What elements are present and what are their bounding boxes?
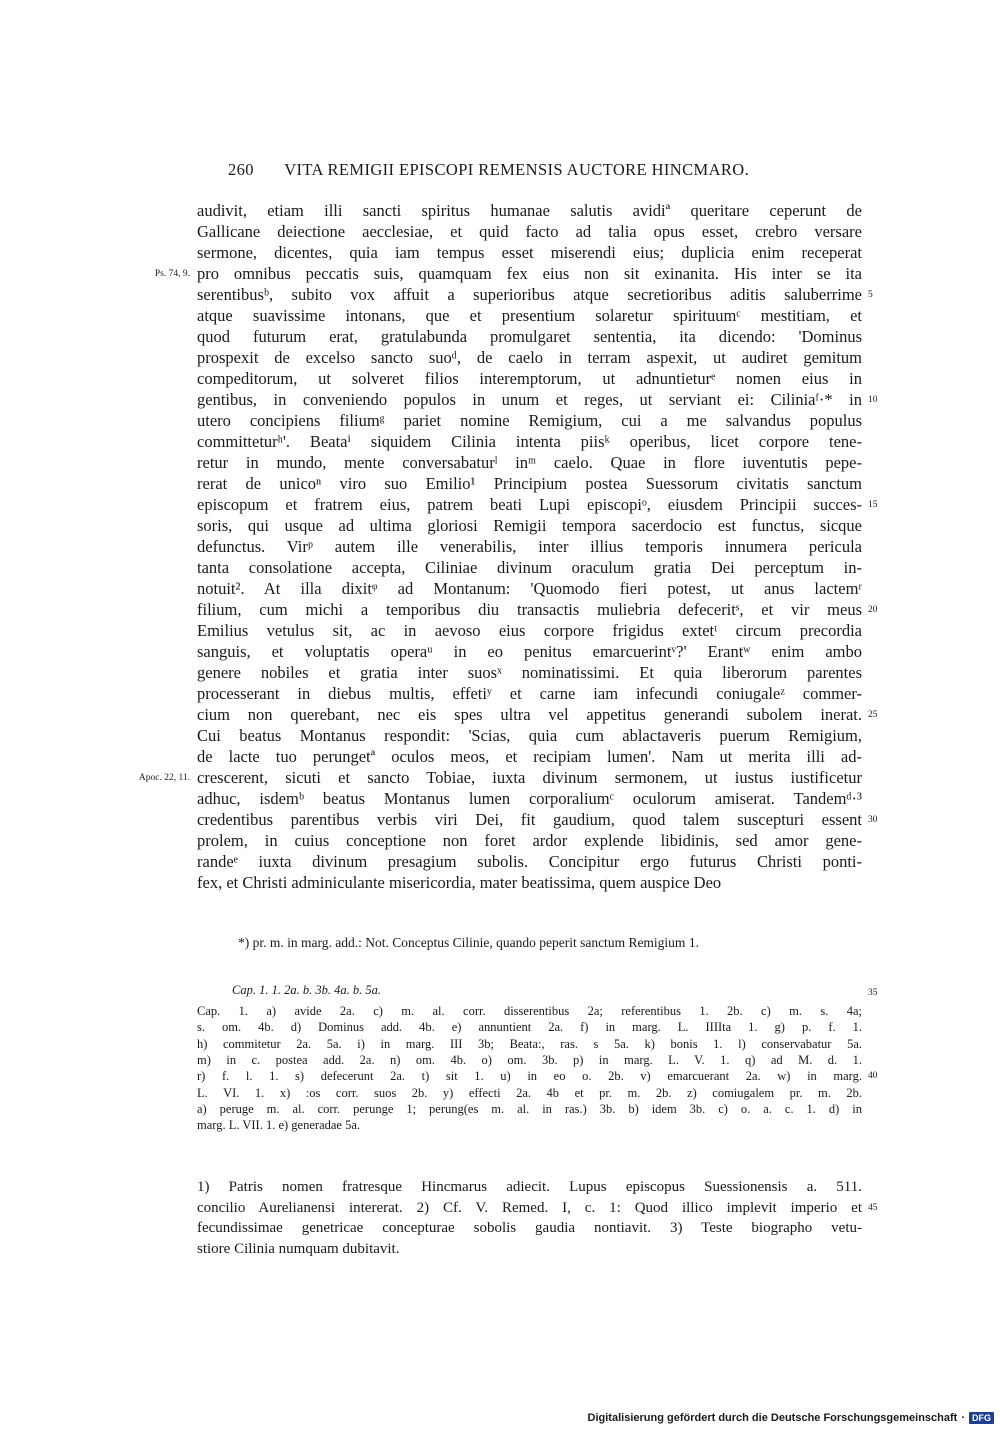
apparatus-line: Cap. 1. a) avide 2a. c) m. al. corr. disserentibus 2a; referentibus 1. 2b. c) m. s. 4a; bbox=[197, 1004, 862, 1018]
text-line: de lacte tuo perungetª oculos meos, et recipiam lumen'. Nam ut merita illi ad- bbox=[197, 747, 862, 766]
digitization-credit: Digitalisierung gefördert durch die Deutsche Forschungsgemeinschaft · DFG bbox=[588, 1412, 994, 1424]
line-number: 10 bbox=[868, 395, 878, 405]
footnote-line: concilio Aurelianensi intererat. 2) Cf. V. Remed. I, c. 1: Quod illico implevit imperio et bbox=[197, 1199, 862, 1216]
line-number: 5 bbox=[868, 290, 873, 300]
text-line: audivit, etiam illi sancti spiritus humanae salutis avidiª queritare ceperunt de bbox=[197, 201, 862, 220]
text-line: Gallicane deiectione aecclesiae, et quid facto ad talia opus esset, crebro versare bbox=[197, 222, 862, 241]
margin-reference: Ps. 74, 9. bbox=[154, 269, 190, 279]
text-line: cium non querebant, nec eis spes ultra vel appetitus generandi subolem inerat. bbox=[197, 705, 862, 724]
text-line: soris, qui usque ad ultima gloriosi Remigii tempora sacerdocio est functus, sicque bbox=[197, 516, 862, 535]
line-number: 35 bbox=[868, 988, 878, 998]
apparatus-line: marg. L. VII. 1. e) generadae 5a. bbox=[197, 1118, 361, 1133]
apparatus-line: r) f. l. 1. s) defecerunt 2a. t) sit 1. u) in eo o. 2b. v) emarcuerant 2a. w) in marg. bbox=[197, 1069, 862, 1084]
page-number: 260 bbox=[228, 160, 254, 179]
text-line: Cui beatus Montanus respondit: 'Scias, quia cum ablactaveris puerum Remigium, bbox=[197, 726, 862, 745]
footnote-line: stiore Cilinia numquam dubitavit. bbox=[197, 1240, 400, 1257]
apparatus-line: m) in c. postea add. 2a. n) om. 4b. o) om. 3b. p) in marg. L. V. 1. q) ad M. d. 1. bbox=[197, 1052, 862, 1067]
text-line: committeturʰ'. Beataⁱ siquidem Cilinia intenta piisᵏ operibus, licet corpore tene- bbox=[197, 432, 862, 451]
apparatus-line: h) commitetur 2a. 5a. i) in marg. III 3b; Beata:, ras. s 5a. k) bonis 1. l) conservabatur 5a. bbox=[197, 1036, 862, 1051]
text-line: utero concipiens filiumᵍ pariet nomine Remigium, cui a me salvandus populus bbox=[197, 411, 862, 430]
line-number: 45 bbox=[868, 1202, 878, 1213]
text-line: prospexit de excelso sancto suoᵈ, de caelo in terram aspexit, ut audiret gemitum bbox=[197, 348, 862, 367]
text-line: notuit². At illa dixitᵠ ad Montanum: 'Quomodo fieri potest, ut anus lactemʳ bbox=[197, 579, 862, 598]
text-line: adhuc, isdemᵇ beatus Montanus lumen corporaliumᶜ oculorum amiserat. Tandemᵈ·³ bbox=[197, 789, 862, 808]
credit-text: Digitalisierung gefördert durch die Deutsche Forschungsgemeinschaft bbox=[587, 1412, 958, 1424]
text-line: quod futurum erat, gratulabunda promulgaret sententia, ita dicendo: 'Dominus bbox=[197, 327, 862, 346]
text-line: sermone, dicentes, quia iam tempus esset miserendi eius; duplicia enim receperat bbox=[197, 243, 862, 262]
footnote-line: fecundissimae genetricae concepturae sobolis gaudia nontiavit. 3) Teste biographo vetu- bbox=[197, 1220, 862, 1236]
text-line: crescerent, sicuti et sancto Tobiae, iuxta divinum sermonem, ut iustus iustificetur bbox=[197, 768, 862, 787]
star-note: *) pr. m. in marg. add.: Not. Conceptus Cilinie, quando peperit sanctum Remigium 1. bbox=[238, 935, 699, 950]
line-number: 20 bbox=[868, 605, 878, 615]
text-line: sanguis, et voluptatis operaᵘ in eo penitus emarcuerintᵛ?' Erantʷ enim ambo bbox=[197, 642, 862, 661]
text-line: filium, cum michi a temporibus diu transactis muliebria defeceritˢ, et vir meus bbox=[197, 600, 862, 619]
text-line: Emilius vetulus sit, ac in aevoso eius corpore frigidus extetᵗ circum precordia bbox=[197, 621, 862, 640]
apparatus-line: s. om. 4b. d) Dominus add. 4b. e) annuntient 2a. f) in marg. L. IIIIta 1. g) p. f. 1. bbox=[197, 1020, 862, 1035]
text-line: serentibusᵇ, subito vox affuit a superioribus atque secretioribus aditis saluberrime bbox=[197, 285, 862, 304]
line-number: 25 bbox=[868, 710, 878, 720]
text-line: tanta consolatione accepta, Ciliniae divinum oraculum gratia Dei perceptum in- bbox=[197, 558, 862, 577]
text-line: fex, et Christi adminiculante misericordia, mater beatissima, quem auspice Deo bbox=[197, 873, 722, 892]
running-header bbox=[228, 160, 749, 180]
text-line: credentibus parentibus verbis viri Dei, fit gaudium, quod talem suscepturi essent bbox=[197, 810, 862, 829]
running-title: VITA REMIGII EPISCOPI REMENSIS AUCTORE HINCMARO. bbox=[284, 160, 750, 179]
text-line: episcopum et fratrem eius, patrem beati Lupi episcopiᵒ, eiusdem Principii succes- bbox=[197, 495, 862, 514]
footnote-line: 1) Patris nomen fratresque Hincmarus adiecit. Lupus episcopus Suessionensis a. 511. bbox=[197, 1179, 862, 1195]
text-line: compeditorum, ut solveret filios interemptorum, ut adnuntieturᵉ nomen eius in bbox=[197, 369, 862, 388]
margin-reference: Apoc. 22, 11. bbox=[138, 773, 190, 783]
text-line: genere nobiles et gratia inter suosˣ nominatissimi. Et quia liberorum parentes bbox=[197, 663, 862, 682]
apparatus-line: a) peruge m. al. corr. perunge 1; perung(es m. al. in ras.) 3b. b) idem 3b. c) o. a. c. 1. d) in bbox=[197, 1101, 862, 1116]
text-line: processerant in diebus multis, effetiʸ et carne iam infecundi coniugaleᶻ commer- bbox=[197, 684, 862, 703]
apparatus-line: L. VI. 1. x) :os corr. suos 2b. y) effecti 2a. 4b et pr. m. 2b. z) comiugalem pr. m. 2b. bbox=[197, 1085, 862, 1100]
text-line: prolem, in cuius conceptione non foret ardor explende libidinis, sed amor gene- bbox=[197, 831, 862, 850]
text-line: gentibus, in conveniendo populos in unum et reges, ut serviant ei: Ciliniaᶠ·* in bbox=[197, 390, 862, 409]
text-line: rerat de unicoⁿ viro suo Emilio¹ Principium postea Suessorum civitatis sanctum bbox=[197, 474, 862, 493]
text-line: defunctus. Virᵖ autem ille venerabilis, inter illius temporis innumera pericula bbox=[197, 537, 862, 556]
text-line: randeᵉ iuxta divinum presagium subolis. Concipitur ergo futurus Christi ponti- bbox=[197, 852, 862, 871]
text-line: retur in mundo, mente conversabaturˡ inᵐ caelo. Quae in flore iuventutis pepe- bbox=[197, 453, 862, 472]
text-line: atque suavissime intonans, que et presentium solaretur spirituumᶜ mestitiam, et bbox=[197, 306, 862, 325]
line-number: 15 bbox=[868, 500, 878, 510]
dfg-logo: DFG bbox=[969, 1412, 994, 1424]
line-number: 40 bbox=[868, 1071, 878, 1082]
cap-line: Cap. 1. 1. 2a. b. 3b. 4a. b. 5a. bbox=[232, 983, 381, 997]
text-line: pro omnibus peccatis suis, quamquam fex eius non sit exinanita. His inter se ita bbox=[197, 264, 862, 283]
line-number: 30 bbox=[868, 815, 878, 825]
